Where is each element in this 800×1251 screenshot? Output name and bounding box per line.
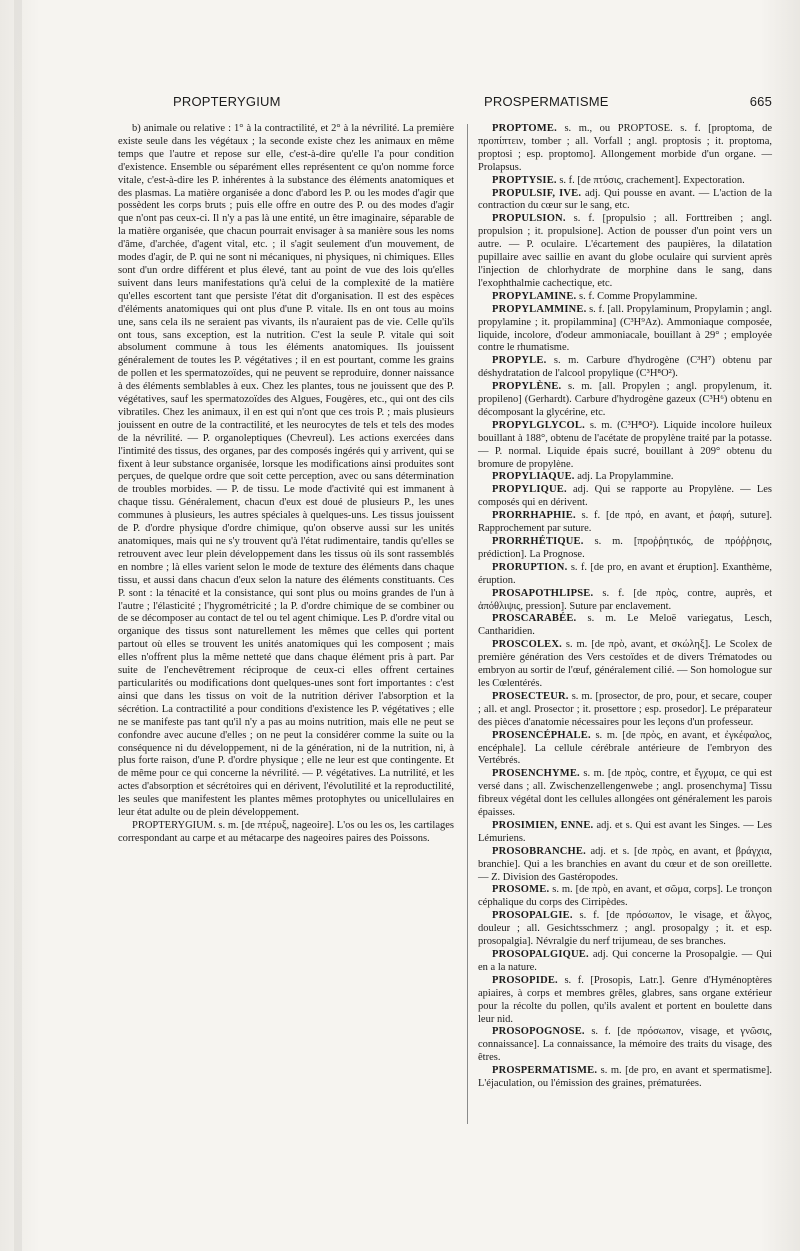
entry-headword: PRORRHÉTIQUE. xyxy=(492,536,584,547)
dictionary-entry xyxy=(478,536,772,562)
entry-headword: PROPYLE. xyxy=(492,355,547,367)
column-divider xyxy=(467,124,468,1124)
entry-headword: PROSOBRANCHE. xyxy=(492,845,586,857)
entry-headword: PROSECTEUR. xyxy=(492,690,569,702)
dictionary-entry xyxy=(478,471,772,484)
entry-headword: PROSOPIDE. xyxy=(492,974,558,986)
entry-headword: PROSOME. xyxy=(492,884,550,896)
entry-definition: s. m. [de πρὸ, avant, et σκώληξ]. Le Scolex de première génération des Vers cestoïdes et de divers Trématodes ou embryon au sortir de l'œuf, généralement cilié. — Son homologue sur les Cœlentérés. xyxy=(478,639,772,689)
dictionary-entry xyxy=(478,975,772,1027)
header-right-word: PROSPERMATISME xyxy=(484,94,609,109)
page-number: 665 xyxy=(749,94,772,109)
entry-definition: s. m. [de πρὸς, contre, et ἔγχυμα, ce qui est versé dans ; all. Zwischenzellengenwebe ; angl. prosenchyma] Tissu fibreux végétal dont les cellules allongées ont généralement les parois épaisses. xyxy=(478,768,772,819)
entry-headword: PROPYLAMINE. xyxy=(492,290,577,302)
entry-definition: s. f. [propulsio ; all. Forttreiben ; angl. propulsion ; it. propulsione]. Action de pousser d'un point vers un autre. — P. oculaire. L'écartement des paupières, la dilatation pupillaire avec saillie en avant du globe oculaire qui survient après l'injection de chlorhydrate de morphine dans le sang, dans l'exophthalmie cachectique, etc. xyxy=(478,213,772,289)
dictionary-entry xyxy=(478,639,772,691)
entry-definition: s. m. (C³H⁸O²). Liquide incolore huileux bouillant à 188°, obtenu de l'acétate de propylène traité par la potasse. — P. normal. Liquide épais sucré, bouillant à 209° obtenu du bromure de propylène. xyxy=(478,419,772,470)
entry-definition: adj. La Propylammine. xyxy=(574,471,674,483)
entry-definition: s. f. Comme Propylammine. xyxy=(576,290,698,302)
dictionary-entry xyxy=(478,1065,772,1091)
entry-headword: PROSOPOGNOSE. xyxy=(492,1026,585,1038)
entry-headword: PRORRHAPHIE. xyxy=(492,510,576,522)
entry-headword: PROPTYSIE. xyxy=(492,174,557,186)
entry-headword: PROSOPALGIQUE. xyxy=(492,949,589,960)
left-column xyxy=(118,123,454,1133)
entry-headword: PROPYLAMMINE. xyxy=(492,303,587,315)
entry-definition: s. f. [de πτύσις, crachement]. Expectoration. xyxy=(556,174,745,186)
dictionary-entry xyxy=(478,588,772,614)
dictionary-entry xyxy=(478,846,772,885)
dictionary-entry xyxy=(478,613,772,639)
entry-headword: PROPULSION. xyxy=(492,213,566,225)
entry-headword: PROPYLGLYCOL. xyxy=(492,419,585,431)
entry-headword: PROSENCÉPHALE. xyxy=(492,729,591,741)
dictionary-entry xyxy=(478,730,772,769)
dictionary-entry xyxy=(478,381,772,420)
page-edge-shadow xyxy=(14,0,22,1251)
dictionary-entry xyxy=(478,884,772,910)
header-left-word: PROPTERYGIUM xyxy=(173,94,281,109)
entry-headword: PROSCOLEX. xyxy=(492,639,562,651)
entry-definition: adj. Qui concerne la Prosopalgie. — Qui en a la nature. xyxy=(478,949,772,973)
entry-definition: s. m. [de πρὸ, en avant, et σῶμα, corps]. Le tronçon céphalique du corps des Cirripèdes. xyxy=(478,884,772,909)
entry-headword: PROPULSIF, IVE. xyxy=(492,187,582,199)
left-paragraph: b) animale ou relative : 1° à la contractilité, et 2° à la névrilité. La première existe seule dans les végétaux ; la seconde existe chez les animaux en même temps que l'autre et repose sur elle, c'est-à-dire qu'elle l'a pour condition d'existence. Ensemble ou séparément elles représentent ce qu'on nomme force vitale, c'est-à-dire les P. inhérentes à la substance des éléments anatomiques et des plasmas. La matière organisée a donc d'abord les P. ou les modes d'agir que possèdent les corps bruts ; puis elle offre en outre des P. ou des modes d'agir que n'ont pas ceux-ci. Il n'y a pas là une entité, un être imaginaire, séparable de la matière organisée, que chacun pourrait envisager à sa manière sous les noms d'âme, d'archée, d'agent vital, etc. ; il s'agit seulement d'un mouvement, de modes d'agir, de P. qui ne sont ni mécaniques, ni physiques, ni chimiques. Elles sont d'un ordre différent et plus élevé, tant au point de vue des lois qu'elles suivent dans leurs manifestations qu'à celui de la complexité de la matière qu'elles escortent tant que persiste l'état dit d'organisation. Il est des espèces d'éléments anatomiques qui ont plus d'une P. vitale. Ils en ont tous au moins une, sans cela ils ne seraient pas vivants, ils n'auraient pas de vie. Celle qu'ils ont tous, sans exception, est la nutrition. C'est la seule P. vitale qui soit absolument commune à tous les éléments anatomiques. Ils jouissent généralement de toutes les P. végétatives ; il en est pourtant, comme les grains de pollen et les spermatozoïdes, qui ne peuvent se reproduire, donner naissance à des éléments semblables à eux. Chez les plantes, tous ne jouissent que des P. végétatives, sauf les spermatozoïdes des Algues, Fougères, etc., qui ont des cils vibratiles. Chez les animaux, il en est qui n'ont que ces trois P. ; mais plusieurs jouissent en outre de la contractilité, et les neurocytes de tels et tels des modes de la névrilité. — P. organoleptiques (Chevreul). Les actions exercées dans l'intimité des tissus, des organes, par des composés ingérés qui y arrivent, qui se fixent à leur substance organisée, lorsque les modifications ainsi produites sont perçues, de quelque ordre que soit cette perception, avec ou sans détermination de troubles morbides. — P. de tissu. Le mode d'activité qui est immanent à chaque tissu. Généralement, chacun d'eux est doué de plusieurs P., les unes communes à plusieurs, les autres spéciales à quelques-uns. Les tissus jouissent de P. d'ordre physique d'ordre chimique, qu'on observe aussi sur les unités anatomiques, mais qui ne s'y trouvent qu'à l'état rudimentaire, tandis qu'elles se retrouvent avec leur plein développement dans les tissus où ils sont rassemblés en nombre ; là elles varient selon le mode de texture des éléments dans chaque tissu, et aussi dans chacun d'eux selon la nature des éléments constituants. Ces P. sont : la ténacité et la consistance, qui sont plus ou moins grandes de l'un à l'autre ; l'élasticité ; l'hygrométricité ; la P. d'ordre chimique de se combiner ou de se décomposer au contact de tel ou tel agent chimique. Les P. d'ordre vital ou organique des tissus sont naturellement les mêmes que celles qui portent partout où elles se trouvent les unités anatomiques qui les composent ; mais elles n'offrent plus la même netteté que dans chaque élément pris à part. Par suite de l'enchevêtrement réciproque de ceux-ci elles offrent certaines particularités ou modifications dont quelques-unes sont fort importantes : c'est ainsi que dans les tissus on voit de la nutrition dériver l'absorption et la sécrétion. La contractilité a pour conditions d'existence les P. végétatives ; elle ne se manifeste pas tant qu'il n'y a pas au moins nutrition, mais elle ne peut se confondre avec aucune d'elles ; on ne peut la considérer comme la suite ou la conséquence ni du développement, ni de la génération, ni de la nutrition, ni, à plus forte raison, d'une P. d'ordre physique ; elle ne leur est que contingente. Et de même pour ce qui concerne la névrilité. — P. végétatives. La nutrilité, et les actes d'absorption et sécrétoires qui en dérivent, l'évolutilité et la reproductilité, les seules que manifestent les plantes mêmes protophytes ou unicellulaires en leur état adulte ou de plein développement. xyxy=(118,123,454,819)
entry-definition: s. m., ou PROPTOSE. s. f. [proptoma, de προπίπτειν, tomber ; all. Vorfall ; angl. proptosis ; it. proptoma, proptosi ; esp. proptomo]. Allongement morbide d'un organe. — Prolapsus. xyxy=(478,123,772,173)
entry-definition: adj. Qui pousse en avant. — L'action de la contraction du cœur sur le sang, etc. xyxy=(478,187,772,212)
dictionary-entry xyxy=(478,213,772,290)
entry-definition: s. f. [all. Propylaminum, Propylamin ; angl. propylamine ; it. propilammina] (C³H⁹Az). Ammoniaque composée, liquide, incolore, d'odeur ammoniacale, bouillant à 29° ; employée contre le rhumatisme. xyxy=(478,303,772,354)
entry-headword: PROSOPALGIE. xyxy=(492,910,573,922)
dictionary-entry xyxy=(478,420,772,472)
entry-headword: PROSENCHYME. xyxy=(492,768,580,780)
dictionary-entry xyxy=(478,1026,772,1065)
entry-definition: s. m. [prosector, de pro, pour, et secare, couper ; all. et angl. Prosector ; it. prosettore ; esp. prosedor]. Le préparateur des pièces d'anatomie nécessaires pour les leçons d'un professeur. xyxy=(478,690,772,728)
dictionary-entry xyxy=(478,304,772,356)
dictionary-entry xyxy=(478,123,772,175)
entry-headword: PROSPERMATISME. xyxy=(492,1065,598,1077)
entry-definition: s. f. [de πρόσωπον, visage, et γνῶσις, connaissance]. La connaissance, la mémoire des traits du visage, des êtres. xyxy=(478,1026,772,1064)
dictionary-entry xyxy=(478,484,772,510)
entry-definition: s. f. [de pro, en avant et éruption]. Exanthème, éruption. xyxy=(478,561,772,586)
entry-headword: PROPYLÈNE. xyxy=(492,381,562,393)
dictionary-entry xyxy=(478,691,772,730)
right-column xyxy=(478,123,772,1090)
entry-definition: s. m. [all. Propylen ; angl. propylenum, it. propileno] (Gerhardt). Carbure d'hydrogène gazeux (C³H⁶) obtenu en décomposant la glycérine, etc. xyxy=(478,381,772,418)
dictionary-entry xyxy=(478,188,772,214)
entry-definition: adj. et s. [de πρὸς, en avant, et βράγχια, branchie]. Qui a les branchies en avant du cœur et de son oreillette. — Z. Division des Gastéropodes. xyxy=(478,845,772,883)
dictionary-entry xyxy=(478,355,772,381)
running-header xyxy=(118,94,772,112)
dictionary-entry xyxy=(478,820,772,846)
entry-definition: s. m. Carbure d'hydrogène (C³H⁷) obtenu par déshydratation de l'alcool propylique (C³H⁸O²). xyxy=(478,355,772,380)
entry-definition: s. f. [de πρό, en avant, et ῥαφή, suture]. Rapprochement par suture. xyxy=(478,510,772,535)
dictionary-entry xyxy=(478,910,772,949)
entry-definition: adj. Qui se rapporte au Propylène. — Les composés qui en dérivent. xyxy=(478,484,772,509)
entry-headword: PROPYLIAQUE. xyxy=(492,471,575,483)
entry-definition: s. f. [Prosopis, Latr.]. Genre d'Hyménoptères apiaires, à corps et membres grêles, glabres, sans organe extérieur pour la récolte du pollen, qu'ils avalent et portent en boulette dans leur nid. xyxy=(478,974,772,1025)
dictionary-entry xyxy=(478,949,772,975)
entry-headword: PROSIMIEN, ENNE. xyxy=(492,819,594,831)
dictionary-entry xyxy=(478,291,772,304)
left-paragraph: PROPTERYGIUM. s. m. [de πτέρυξ, nageoire]. L'os ou les os, les cartilages correspondant au carpe et au métacarpe des nageoires paires des Poissons. xyxy=(118,819,454,844)
entry-headword: PROSCARABÉE. xyxy=(492,613,577,625)
entry-definition: s. f. [de πρόσωπον, le visage, et ἄλγος, douleur ; all. Gesichtsschmerz ; angl. prosopalgy ; it. et esp. prosopalgia]. Névralgie du nerf trijumeau, de ses branches. xyxy=(478,910,772,948)
entry-definition: s. m. [de πρὸς, en avant, et ἐγκέφαλος, encéphale]. La cellule cérébrale antérieure de l'embryon des Vertébrés. xyxy=(478,729,772,767)
entry-definition: s. m. [προῤῥητικός, de πρόῤῥησις, prédiction]. La Prognose. xyxy=(478,536,772,560)
entry-headword: PROSAPOTHLIPSE. xyxy=(492,587,594,599)
entry-definition: adj. et s. Qui est avant les Singes. — Les Lémuriens. xyxy=(478,819,772,844)
dictionary-entry xyxy=(478,562,772,588)
dictionary-entry xyxy=(478,510,772,536)
entry-definition: s. m. [de pro, en avant et spermatisme]. L'éjaculation, ou l'émission des graines, prématurées. xyxy=(478,1065,772,1090)
entry-headword: PRORUPTION. xyxy=(492,561,568,573)
entry-definition: s. m. Le Meloë variegatus, Lesch, Cantharidien. xyxy=(478,613,772,638)
entry-definition: s. f. [de πρὸς, contre, auprès, et ἀπόθλιψις, pression]. Suture par enclavement. xyxy=(478,587,772,612)
dictionary-entry xyxy=(478,175,772,188)
dictionary-entry xyxy=(478,768,772,820)
entry-headword: PROPTOME. xyxy=(492,123,557,134)
entry-headword: PROPYLIQUE. xyxy=(492,484,567,496)
